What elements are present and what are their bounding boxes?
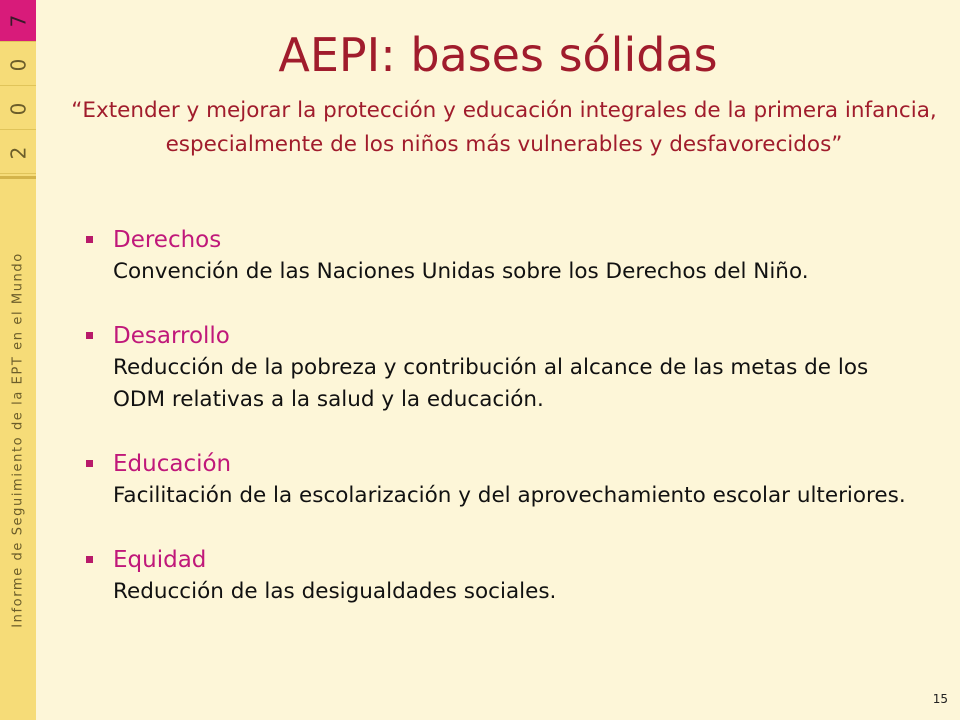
bullet-marker-icon (86, 236, 93, 243)
bullet-heading: Educación (113, 451, 232, 477)
year-digit-cell (0, 132, 36, 174)
bullet-heading: Desarrollo (113, 323, 230, 349)
bullet-text: Reducción de la pobreza y contribución al alcance de las metas de los ODM relativas a la salud y la educación. (113, 355, 869, 412)
bullet-text: Facilitación de la escolarización y del aprovechamiento escolar ulteriores. (113, 483, 906, 508)
bullet-marker-icon (86, 460, 93, 467)
year-digit: 2 (5, 146, 30, 159)
bullet-text: Convención de las Naciones Unidas sobre los Derechos del Niño. (113, 259, 809, 284)
report-name: Informe de Seguimiento de la EPT en el Mundo (10, 252, 26, 628)
page-number: 15 (932, 692, 948, 706)
year-digit: 7 (5, 14, 30, 27)
year-digit: 0 (5, 102, 30, 115)
bullet-list (84, 224, 924, 640)
year-digit-cell (0, 44, 36, 86)
sidebar-divider (0, 176, 36, 179)
bullet-item (84, 224, 924, 288)
bullet-heading: Equidad (113, 547, 207, 573)
bullet-item (84, 544, 924, 608)
year-digit-cell (0, 88, 36, 130)
sidebar (0, 0, 36, 720)
year-digit: 0 (5, 58, 30, 71)
bullet-item (84, 448, 924, 512)
slide-title: AEPI: bases sólidas (278, 28, 718, 82)
bullet-marker-icon (86, 556, 93, 563)
slide-quote: “Extender y mejorar la protección y educación integrales de la primera infancia, especialmente de los niños más vulnerables y desfavorecidos” (71, 98, 937, 157)
bullet-heading: Derechos (113, 227, 222, 253)
year-digit-cell (0, 0, 36, 42)
bullet-marker-icon (86, 332, 93, 339)
bullet-item (84, 320, 924, 416)
bullet-text: Reducción de las desigualdades sociales. (113, 579, 557, 604)
